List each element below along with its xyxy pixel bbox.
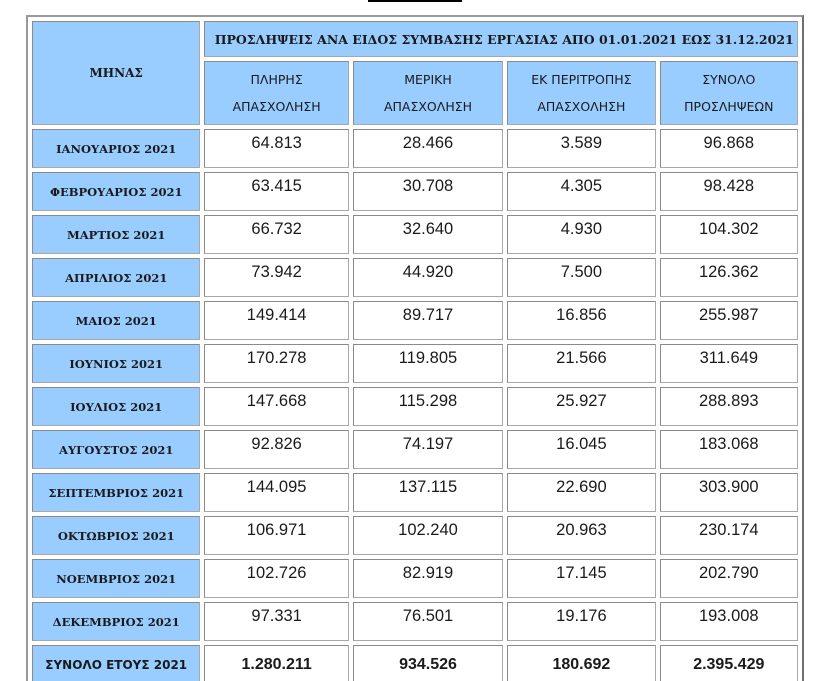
value-cell: 96.868	[660, 129, 798, 168]
total-row	[32, 645, 798, 681]
value-cell: 3.589	[507, 129, 655, 168]
value-cell: 17.145	[507, 559, 655, 598]
month-cell: ΙΟΥΛΙΟΣ 2021	[32, 387, 200, 426]
month-cell: ΜΑΙΟΣ 2021	[32, 301, 200, 340]
value-cell: 32.640	[353, 215, 503, 254]
value-cell: 147.668	[204, 387, 348, 426]
value-cell: 202.790	[660, 559, 798, 598]
month-cell: ΑΠΡΙΛΙΟΣ 2021	[32, 258, 200, 297]
table-row	[32, 301, 798, 340]
column-header-line1: ΕΚ ΠΕΡΙΤΡΟΠΗΣ	[531, 72, 632, 87]
column-header-line2: ΠΡΟΣΛΗΨΕΩΝ	[684, 99, 774, 114]
value-cell: 106.971	[204, 516, 348, 555]
value-cell: 21.566	[507, 344, 655, 383]
month-cell: ΣΕΠΤΕΜΒΡΙΟΣ 2021	[32, 473, 200, 512]
value-cell: 193.008	[660, 602, 798, 641]
value-cell: 230.174	[660, 516, 798, 555]
value-cell: 22.690	[507, 473, 655, 512]
total-value-cell: 934.526	[353, 645, 503, 681]
column-header-line1: ΜΕΡΙΚΗ	[404, 72, 452, 87]
column-header-line2: ΑΠΑΣΧΟΛΗΣΗ	[537, 99, 626, 114]
value-cell: 20.963	[507, 516, 655, 555]
value-cell: 4.930	[507, 215, 655, 254]
total-label-cell: ΣΥΝΟΛΟ ΕΤΟΥΣ 2021	[32, 645, 200, 681]
table-row	[32, 215, 798, 254]
value-cell: 255.987	[660, 301, 798, 340]
month-cell: ΙΟΥΝΙΟΣ 2021	[32, 344, 200, 383]
month-cell: ΦΕΒΡΟΥΑΡΙΟΣ 2021	[32, 172, 200, 211]
table-row	[32, 559, 798, 598]
value-cell: 92.826	[204, 430, 348, 469]
value-cell: 98.428	[660, 172, 798, 211]
value-cell: 183.068	[660, 430, 798, 469]
value-cell: 82.919	[353, 559, 503, 598]
value-cell: 126.362	[660, 258, 798, 297]
column-header-part-time	[353, 61, 503, 125]
total-value-cell: 2.395.429	[660, 645, 798, 681]
value-cell: 303.900	[660, 473, 798, 512]
value-cell: 288.893	[660, 387, 798, 426]
column-header-total-hires	[660, 61, 798, 125]
total-value-cell: 1.280.211	[204, 645, 348, 681]
month-cell: ΝΟΕΜΒΡΙΟΣ 2021	[32, 559, 200, 598]
column-header-line2: ΑΠΑΣΧΟΛΗΣΗ	[383, 99, 473, 114]
value-cell: 25.927	[507, 387, 655, 426]
value-cell: 104.302	[660, 215, 798, 254]
value-cell: 170.278	[204, 344, 348, 383]
column-header-line1: ΠΛΗΡΗΣ	[250, 72, 303, 87]
table-row	[32, 430, 798, 469]
value-cell: 311.649	[660, 344, 798, 383]
value-cell: 97.331	[204, 602, 348, 641]
header-title-row	[32, 21, 798, 57]
value-cell: 16.045	[507, 430, 655, 469]
top-underline-divider	[368, 0, 462, 2]
month-cell: ΟΚΤΩΒΡΙΟΣ 2021	[32, 516, 200, 555]
value-cell: 16.856	[507, 301, 655, 340]
value-cell: 137.115	[353, 473, 503, 512]
value-cell: 119.805	[353, 344, 503, 383]
hires-by-contract-table	[26, 15, 804, 681]
month-column-header: ΜΗΝΑΣ	[32, 21, 200, 125]
value-cell: 115.298	[353, 387, 503, 426]
value-cell: 7.500	[507, 258, 655, 297]
value-cell: 102.726	[204, 559, 348, 598]
table-row	[32, 602, 798, 641]
value-cell: 66.732	[204, 215, 348, 254]
value-cell: 76.501	[353, 602, 503, 641]
table-row	[32, 129, 798, 168]
value-cell: 89.717	[353, 301, 503, 340]
value-cell: 149.414	[204, 301, 348, 340]
value-cell: 30.708	[353, 172, 503, 211]
value-cell: 102.240	[353, 516, 503, 555]
value-cell: 64.813	[204, 129, 348, 168]
total-value-cell: 180.692	[507, 645, 655, 681]
table-row	[32, 473, 798, 512]
column-header-full-time	[204, 61, 348, 125]
table-row	[32, 516, 798, 555]
column-header-line2: ΑΠΑΣΧΟΛΗΣΗ	[232, 99, 321, 114]
column-header-line1: ΣΥΝΟΛΟ	[702, 72, 756, 87]
table-row	[32, 172, 798, 211]
value-cell: 19.176	[507, 602, 655, 641]
value-cell: 4.305	[507, 172, 655, 211]
value-cell: 28.466	[353, 129, 503, 168]
column-header-rotational	[507, 61, 655, 125]
value-cell: 74.197	[353, 430, 503, 469]
month-cell: ΜΑΡΤΙΟΣ 2021	[32, 215, 200, 254]
table-row	[32, 258, 798, 297]
table-row	[32, 344, 798, 383]
table-row	[32, 387, 798, 426]
value-cell: 63.415	[204, 172, 348, 211]
value-cell: 44.920	[353, 258, 503, 297]
month-cell: ΔΕΚΕΜΒΡΙΟΣ 2021	[32, 602, 200, 641]
table-title: ΠΡΟΣΛΗΨΕΙΣ ΑΝΑ ΕΙΔΟΣ ΣΥΜΒΑΣΗΣ ΕΡΓΑΣΙΑΣ ΑΠΟ 01.01.2021 ΕΩΣ 31.12.2021	[204, 21, 798, 57]
value-cell: 73.942	[204, 258, 348, 297]
month-cell: ΑΥΓΟΥΣΤΟΣ 2021	[32, 430, 200, 469]
value-cell: 144.095	[204, 473, 348, 512]
month-cell: ΙΑΝΟΥΑΡΙΟΣ 2021	[32, 129, 200, 168]
